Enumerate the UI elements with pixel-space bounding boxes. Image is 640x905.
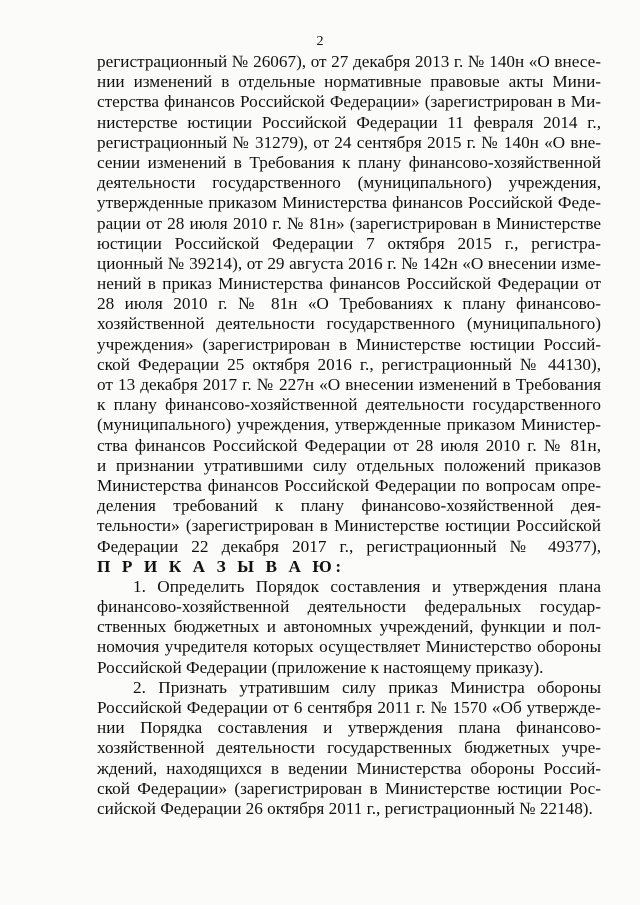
text-line: рации от 28 июля 2010 г. № 81н» (зарегистрирован в Министерстве <box>97 213 601 233</box>
text-line: сении изменений в Требования к плану финансово-хозяйственной <box>97 152 601 172</box>
text-line: 28 июля 2010 г. № 81н «О Требованиях к плану финансово- <box>97 294 601 314</box>
text-line: (муниципального) учреждения, утвержденные приказом Министер- <box>97 415 601 435</box>
document-body <box>97 52 601 819</box>
text-line: тельности» (зарегистрирован в Министерстве юстиции Российской <box>97 516 601 536</box>
text-line: к плану финансово-хозяйственной деятельности государственного <box>97 395 601 415</box>
paragraph-1-line: номочия учредителя которых осуществляет Министерство обороны <box>97 637 601 657</box>
paragraph-2-line: 2. Признать утратившим силу приказ Министра обороны <box>133 677 601 697</box>
paragraph-2-line: Российской Федерации от 6 сентября 2011 г. № 1570 «Об утвержде- <box>97 698 601 717</box>
paragraph-2-line: нии Порядка составления и утверждения плана финансово- <box>97 718 601 738</box>
text-line: нии изменений в отдельные нормативные правовые акты Мини- <box>97 72 601 92</box>
text-line: хозяйственной деятельности государственного (муниципального) <box>97 314 601 334</box>
paragraph-1-line: 1. Определить Порядок составления и утверждения плана <box>133 576 601 596</box>
text-line: нений в приказ Министерства финансов Российской Федерации от <box>97 274 601 294</box>
text-line: регистрационный № 26067), от 27 декабря 2013 г. № 140н «О внесе- <box>97 52 601 71</box>
paragraph-2-line: сийской Федерации 26 октября 2011 г., регистрационный № 22148). <box>97 798 593 818</box>
text-line: ства финансов Российской Федерации от 28 июля 2010 г. № 81н, <box>97 435 601 455</box>
text-line: и признании утратившими силу отдельных положений приказов <box>97 455 601 475</box>
text-line: нистерстве юстиции Российской Федерации 11 февраля 2014 г., <box>97 112 601 132</box>
paragraph-1-line: Российской Федерации (приложение к настоящему приказу). <box>97 657 544 677</box>
paragraph-2-line: хозяйственной деятельности государственных бюджетных учре- <box>97 738 601 758</box>
paragraph-2-line: ской Федерации» (зарегистрирован в Министерстве юстиции Рос- <box>97 778 601 798</box>
page-number: 2 <box>316 34 324 49</box>
text-line: Федерации 22 декабря 2017 г., регистрационный № 49377), <box>97 536 601 556</box>
text-line: Министерства финансов Российской Федерации по вопросам опре- <box>97 475 601 495</box>
text-line: деления требований к плану финансово-хозяйственной дея- <box>97 496 601 516</box>
order-heading: П Р И К А З Ы В А Ю: <box>97 556 345 576</box>
text-line: от 13 декабря 2017 г. № 227н «О внесении изменений в Требования <box>97 375 601 394</box>
text-line: стерства финансов Российской Федерации» (зарегистрирован в Ми- <box>97 92 601 112</box>
text-line: регистрационный № 31279), от 24 сентября 2015 г. № 140н «О вне- <box>97 132 601 152</box>
text-line: юстиции Российской Федерации 7 октября 2015 г., регистра- <box>97 233 601 253</box>
text-line: деятельности государственного (муниципального) учреждения, <box>97 173 601 193</box>
paragraph-2-line: ждений, находящихся в ведении Министерства обороны Россий- <box>97 758 601 778</box>
text-line: учреждения» (зарегистрирован в Министерстве юстиции Россий- <box>97 334 601 354</box>
paragraph-1-line: финансово-хозяйственной деятельности федеральных государ- <box>97 597 601 617</box>
text-line: утвержденные приказом Министерства финансов Российской Феде- <box>97 193 601 213</box>
text-line: ской Федерации 25 октября 2016 г., регистрационный № 44130), <box>97 354 601 374</box>
paragraph-1-line: ственных бюджетных и автономных учреждений, функции и пол- <box>97 617 601 637</box>
text-line: ционный № 39214), от 29 августа 2016 г. № 142н «О внесении изме- <box>97 253 601 273</box>
